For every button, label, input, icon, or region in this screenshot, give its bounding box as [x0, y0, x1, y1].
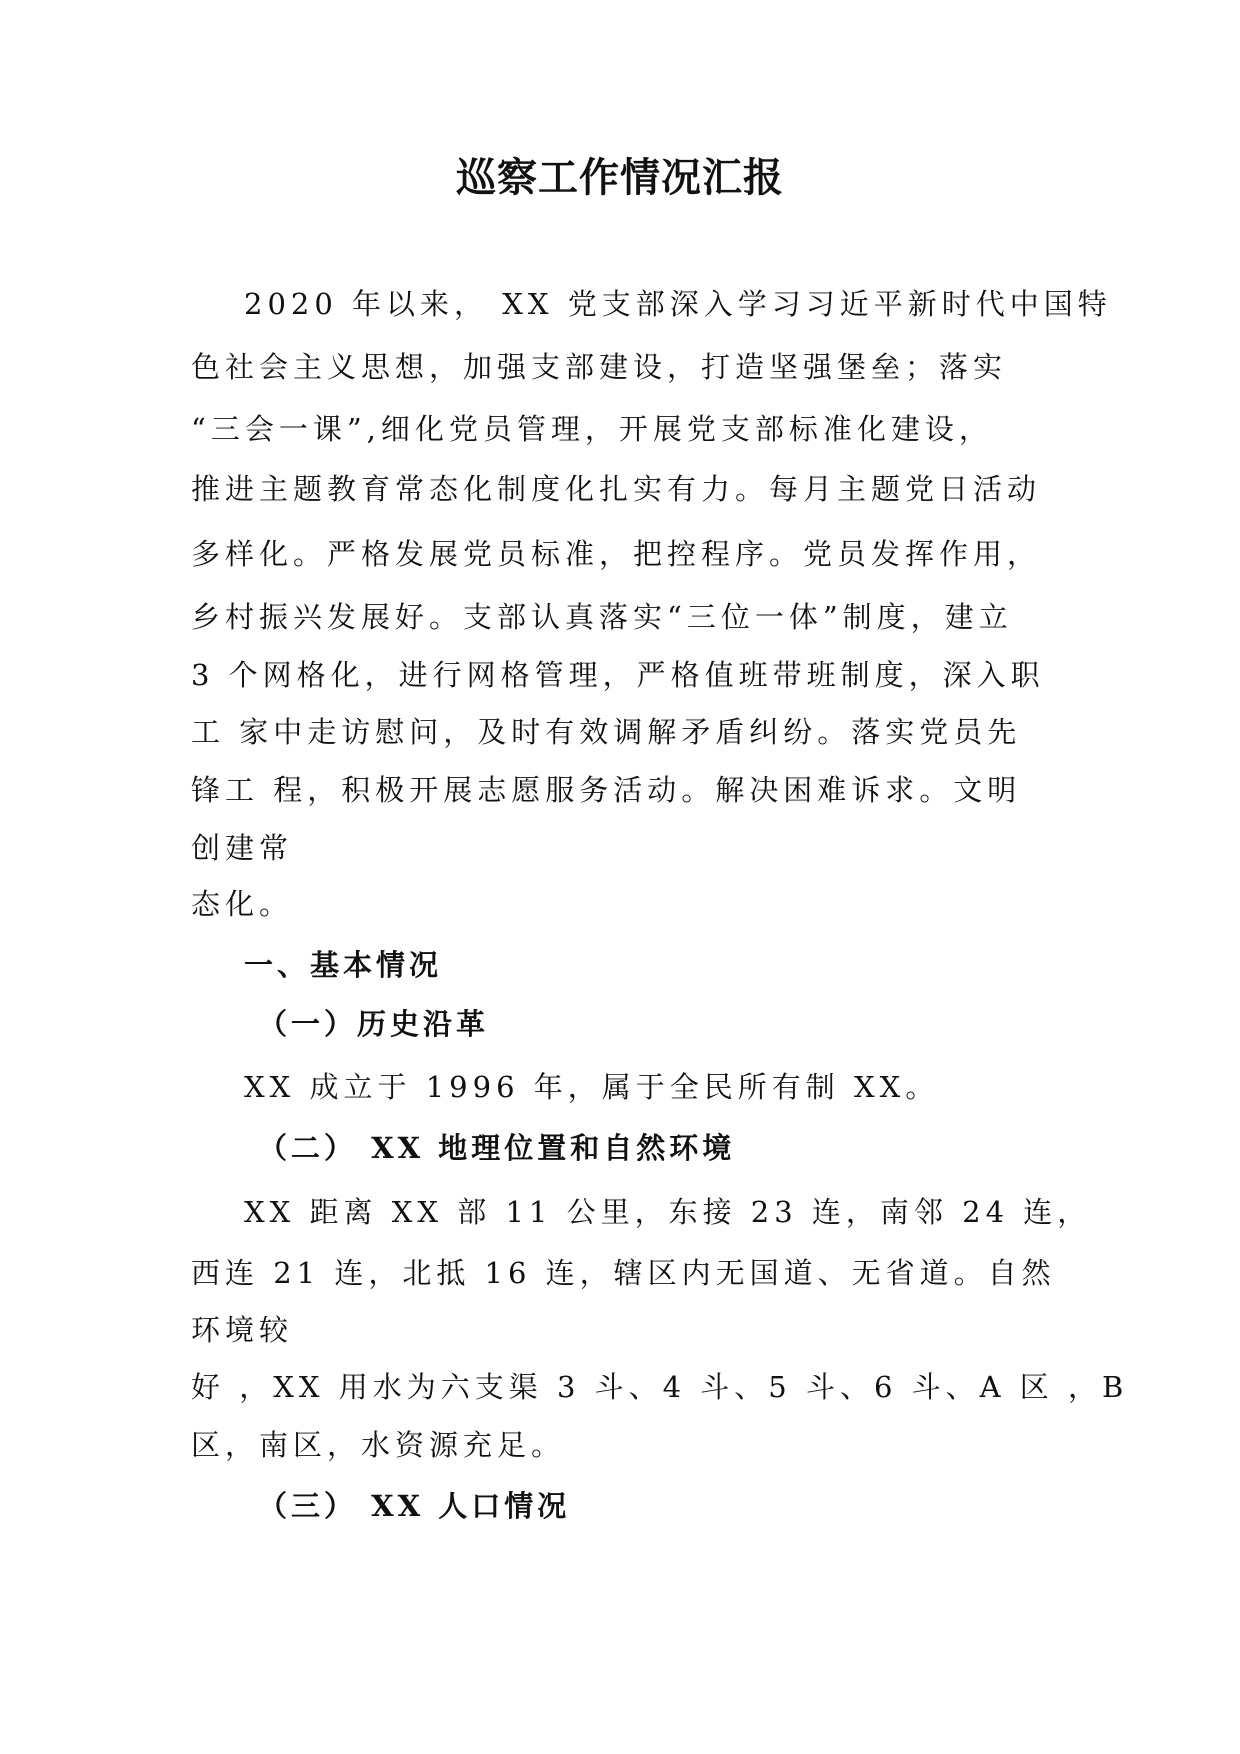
intro-line-5: 多样化。严格发展党员标准，把控程序。党员发挥作用，	[191, 537, 1042, 571]
intro-line-10: 创建常	[191, 831, 294, 865]
subsection-heading-geography: （二） XX 地理位置和自然环境	[258, 1131, 736, 1165]
intro-line-7: 3 个网格化，进行网格管理，严格值班带班制度，深入职	[191, 658, 1045, 692]
intro-line-2: 色社会主义思想，加强支部建设，打造坚强堡垒；落实	[191, 350, 1008, 384]
subsection-heading-history: （一）历史沿革	[258, 1007, 490, 1041]
intro-line-6: 乡村振兴发展好。支部认真落实“三位一体”制度，建立	[191, 600, 1013, 634]
intro-line-1: 2020 年以来， XX 党支部深入学习习近平新时代中国特	[244, 287, 1112, 321]
document-title: 巡察工作情况汇报	[456, 154, 784, 201]
geography-line-3: 环境较	[191, 1313, 294, 1347]
geography-line-5: 区，南区，水资源充足。	[191, 1428, 566, 1462]
geography-line-2: 西连 21 连，北抵 16 连，辖区内无国道、无省道。自然	[191, 1256, 1056, 1290]
intro-line-9: 锋工 程，积极开展志愿服务活动。解决困难诉求。文明	[191, 773, 1022, 807]
history-line-1: XX 成立于 1996 年，属于全民所有制 XX。	[244, 1070, 940, 1104]
intro-line-4: 推进主题教育常态化制度化扎实有力。每月主题党日活动	[191, 472, 1042, 506]
intro-line-3: “三会一课”,细化党员管理，开展党支部标准化建设，	[191, 412, 993, 446]
geography-line-1: XX 距离 XX 部 11 公里，东接 23 连，南邻 24 连，	[244, 1195, 1092, 1229]
intro-line-8: 工 家中走访慰问，及时有效调解矛盾纠纷。落实党员先	[191, 715, 1022, 749]
geography-line-4: 好 ，XX 用水为六支渠 3 斗、4 斗、5 斗、6 斗、A 区 ，B	[191, 1370, 1129, 1404]
subsection-heading-population: （三） XX 人口情况	[258, 1489, 571, 1523]
intro-line-11: 态化。	[191, 887, 294, 921]
section-heading-basic-info: 一、基本情况	[244, 948, 443, 982]
